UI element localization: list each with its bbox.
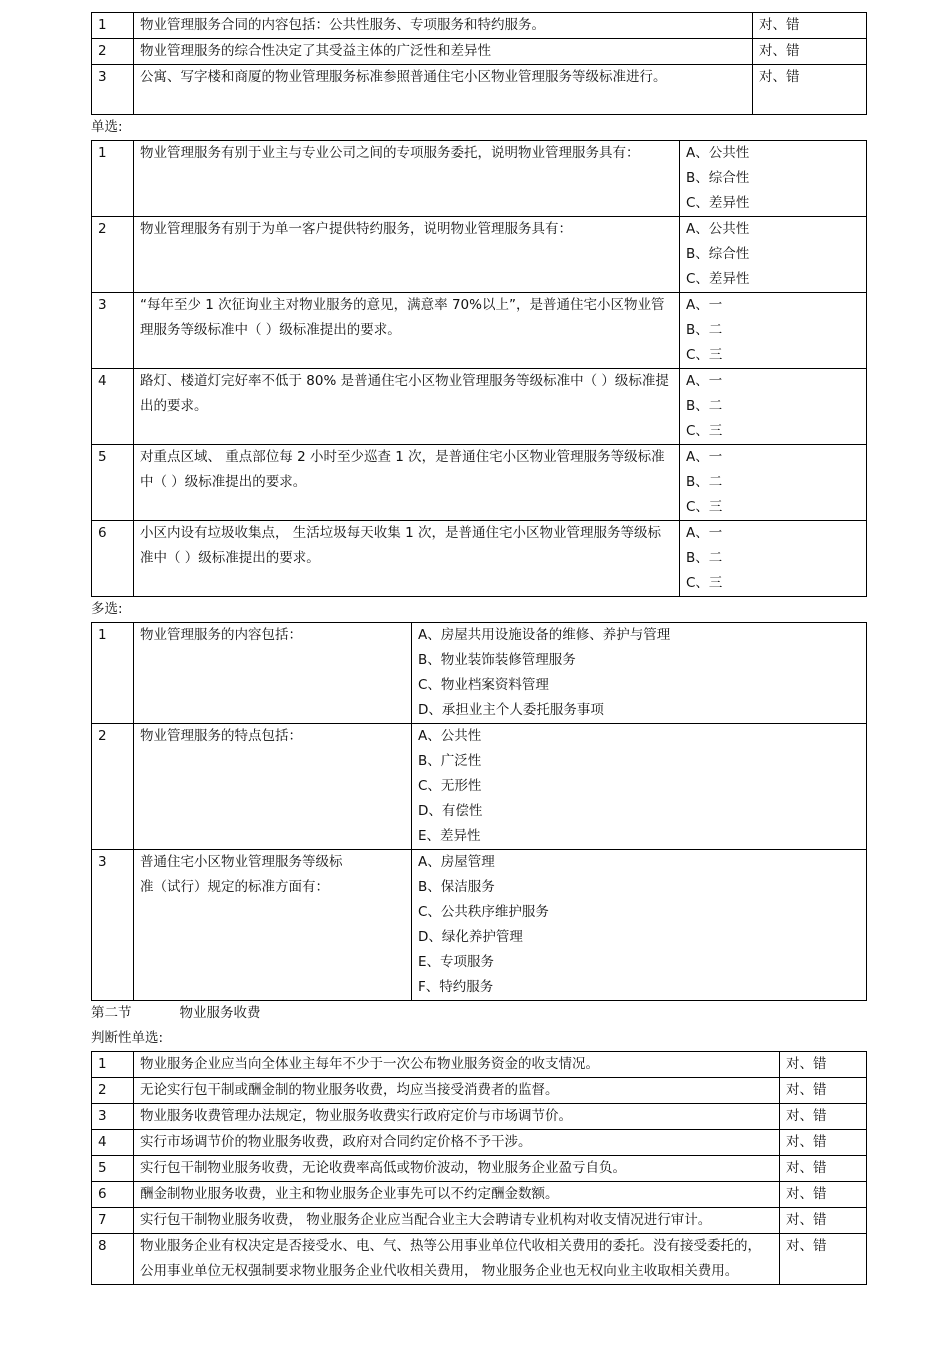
option: D、有偿性 bbox=[418, 803, 483, 819]
answer-choices: 对、错 bbox=[780, 1156, 867, 1182]
option: B、物业装饰装修管理服务 bbox=[418, 652, 576, 668]
question-number: 1 bbox=[92, 623, 134, 724]
table-row bbox=[92, 1104, 867, 1130]
option: A、房屋共用设施设备的维修、养护与管理 bbox=[418, 627, 671, 643]
table-row bbox=[92, 65, 867, 115]
option-list bbox=[680, 217, 867, 293]
question-number: 5 bbox=[92, 445, 134, 521]
question-number: 3 bbox=[92, 293, 134, 369]
option: A、一 bbox=[686, 373, 723, 389]
option: C、差异性 bbox=[686, 271, 750, 287]
question-text: 公寓、写字楼和商厦的物业管理服务标准参照普通住宅小区物业管理服务等级标准进行。 bbox=[134, 65, 753, 115]
question-number: 6 bbox=[92, 1182, 134, 1208]
table-row bbox=[92, 1234, 867, 1285]
table-row bbox=[92, 850, 867, 1001]
option: B、广泛性 bbox=[418, 753, 482, 769]
table-row bbox=[92, 369, 867, 445]
question-number: 1 bbox=[92, 1052, 134, 1078]
option: E、差异性 bbox=[418, 828, 481, 844]
answer-choices: 对、错 bbox=[780, 1130, 867, 1156]
question-number: 3 bbox=[92, 65, 134, 115]
question-text: “每年至少 1 次征询业主对物业服务的意见，满意率 70%以上”，是普通住宅小区物业管理服务等级标准中（ ）级标准提出的要求。 bbox=[134, 293, 680, 369]
document-page bbox=[91, 12, 866, 1285]
option: B、二 bbox=[686, 322, 723, 338]
option: C、物业档案资料管理 bbox=[418, 677, 549, 693]
question-text: 物业管理服务的综合性决定了其受益主体的广泛性和差异性 bbox=[134, 39, 753, 65]
option-list bbox=[680, 141, 867, 217]
question-text: 无论实行包干制或酬金制的物业服务收费，均应当接受消费者的监督。 bbox=[134, 1078, 780, 1104]
answer-choices: 对、错 bbox=[753, 39, 867, 65]
table-row bbox=[92, 39, 867, 65]
option: A、一 bbox=[686, 525, 723, 541]
question-text: 物业管理服务的特点包括： bbox=[134, 724, 412, 850]
section-title: 物业服务收费 bbox=[179, 1005, 261, 1021]
question-text: 物业服务企业有权决定是否接受水、电、气、热等公用事业单位代收相关费用的委托。没有接受委托的， 公用事业单位无权强制要求物业服务企业代收相关费用， 物业服务企业也无权向业主收取相关费用。 bbox=[134, 1234, 780, 1285]
section-label-single: 单选: bbox=[91, 119, 123, 135]
table-row bbox=[92, 1156, 867, 1182]
question-text: 实行市场调节价的物业服务收费，政府对合同约定价格不予干涉。 bbox=[134, 1130, 780, 1156]
option-list bbox=[412, 724, 867, 850]
question-number: 8 bbox=[92, 1234, 134, 1285]
option-list bbox=[412, 850, 867, 1001]
question-number: 2 bbox=[92, 1078, 134, 1104]
option: A、公共性 bbox=[686, 221, 750, 237]
question-number: 1 bbox=[92, 141, 134, 217]
option: A、公共性 bbox=[418, 728, 482, 744]
option: D、绿化养护管理 bbox=[418, 929, 523, 945]
option: A、一 bbox=[686, 449, 723, 465]
answer-choices: 对、错 bbox=[780, 1104, 867, 1130]
question-text: 对重点区域、 重点部位每 2 小时至少巡查 1 次，是普通住宅小区物业管理服务等级标准中（ ）级标准提出的要求。 bbox=[134, 445, 680, 521]
judgment-table-1 bbox=[91, 12, 867, 115]
judgment-table-2 bbox=[91, 1051, 867, 1285]
option-list bbox=[680, 369, 867, 445]
table-row bbox=[92, 724, 867, 850]
multi-choice-table bbox=[91, 622, 867, 1001]
answer-choices: 对、错 bbox=[753, 65, 867, 115]
table-row bbox=[92, 445, 867, 521]
option: E、专项服务 bbox=[418, 954, 495, 970]
option-list bbox=[680, 521, 867, 597]
table-row bbox=[92, 1130, 867, 1156]
option: B、二 bbox=[686, 398, 723, 414]
option-list bbox=[680, 293, 867, 369]
question-text: 物业管理服务的内容包括： bbox=[134, 623, 412, 724]
question-number: 2 bbox=[92, 724, 134, 850]
table-row bbox=[92, 1078, 867, 1104]
table-row bbox=[92, 1208, 867, 1234]
option: C、三 bbox=[686, 347, 723, 363]
option: B、二 bbox=[686, 474, 723, 490]
question-number: 6 bbox=[92, 521, 134, 597]
answer-choices: 对、错 bbox=[780, 1208, 867, 1234]
option: A、房屋管理 bbox=[418, 854, 495, 870]
table-row bbox=[92, 141, 867, 217]
table-row bbox=[92, 217, 867, 293]
option: C、三 bbox=[686, 575, 723, 591]
option: C、差异性 bbox=[686, 195, 750, 211]
section-label-multi: 多选: bbox=[91, 601, 123, 617]
question-number: 5 bbox=[92, 1156, 134, 1182]
option: C、无形性 bbox=[418, 778, 482, 794]
table-row bbox=[92, 13, 867, 39]
question-text: 实行包干制物业服务收费，无论收费率高低或物价波动，物业服务企业盈亏自负。 bbox=[134, 1156, 780, 1182]
question-text: 普通住宅小区物业管理服务等级标准（试行）规定的标准方面有： bbox=[134, 850, 412, 1001]
question-number: 3 bbox=[92, 850, 134, 1001]
option-list bbox=[680, 445, 867, 521]
table-row bbox=[92, 521, 867, 597]
question-text: 小区内设有垃圾收集点， 生活垃圾每天收集 1 次，是普通住宅小区物业管理服务等级标准中（ ）级标准提出的要求。 bbox=[134, 521, 680, 597]
question-text: 路灯、楼道灯完好率不低于 80% 是普通住宅小区物业管理服务等级标准中（ ）级标准提出的要求。 bbox=[134, 369, 680, 445]
question-number: 7 bbox=[92, 1208, 134, 1234]
question-text: 物业管理服务有别于为单一客户提供特约服务，说明物业管理服务具有： bbox=[134, 217, 680, 293]
answer-choices: 对、错 bbox=[780, 1052, 867, 1078]
answer-choices: 对、错 bbox=[780, 1078, 867, 1104]
option: B、二 bbox=[686, 550, 723, 566]
option: B、综合性 bbox=[686, 246, 750, 262]
table-row bbox=[92, 1052, 867, 1078]
option: C、三 bbox=[686, 499, 723, 515]
option: C、公共秩序维护服务 bbox=[418, 904, 549, 920]
section-heading bbox=[91, 1001, 866, 1026]
section-chapter: 第二节 bbox=[91, 1005, 132, 1021]
option: D、承担业主个人委托服务事项 bbox=[418, 702, 604, 718]
question-text: 实行包干制物业服务收费， 物业服务企业应当配合业主大会聘请专业机构对收支情况进行审计。 bbox=[134, 1208, 780, 1234]
answer-choices: 对、错 bbox=[753, 13, 867, 39]
section-label-judge: 判断性单选: bbox=[91, 1030, 164, 1046]
option: A、一 bbox=[686, 297, 723, 313]
question-text: 物业服务收费管理办法规定，物业服务收费实行政府定价与市场调节价。 bbox=[134, 1104, 780, 1130]
option: F、特约服务 bbox=[418, 979, 494, 995]
answer-choices: 对、错 bbox=[780, 1234, 867, 1285]
option: B、保洁服务 bbox=[418, 879, 495, 895]
question-text: 酬金制物业服务收费，业主和物业服务企业事先可以不约定酬金数额。 bbox=[134, 1182, 780, 1208]
option: B、综合性 bbox=[686, 170, 750, 186]
question-number: 2 bbox=[92, 217, 134, 293]
question-text: 物业管理服务合同的内容包括：公共性服务、专项服务和特约服务。 bbox=[134, 13, 753, 39]
question-number: 4 bbox=[92, 369, 134, 445]
single-choice-table bbox=[91, 140, 867, 597]
question-number: 1 bbox=[92, 13, 134, 39]
answer-choices: 对、错 bbox=[780, 1182, 867, 1208]
question-number: 2 bbox=[92, 39, 134, 65]
question-number: 3 bbox=[92, 1104, 134, 1130]
option-list bbox=[412, 623, 867, 724]
table-row bbox=[92, 293, 867, 369]
option: C、三 bbox=[686, 423, 723, 439]
option: A、公共性 bbox=[686, 145, 750, 161]
question-number: 4 bbox=[92, 1130, 134, 1156]
question-text: 物业管理服务有别于业主与专业公司之间的专项服务委托，说明物业管理服务具有： bbox=[134, 141, 680, 217]
table-row bbox=[92, 1182, 867, 1208]
question-text: 物业服务企业应当向全体业主每年不少于一次公布物业服务资金的收支情况。 bbox=[134, 1052, 780, 1078]
table-row bbox=[92, 623, 867, 724]
